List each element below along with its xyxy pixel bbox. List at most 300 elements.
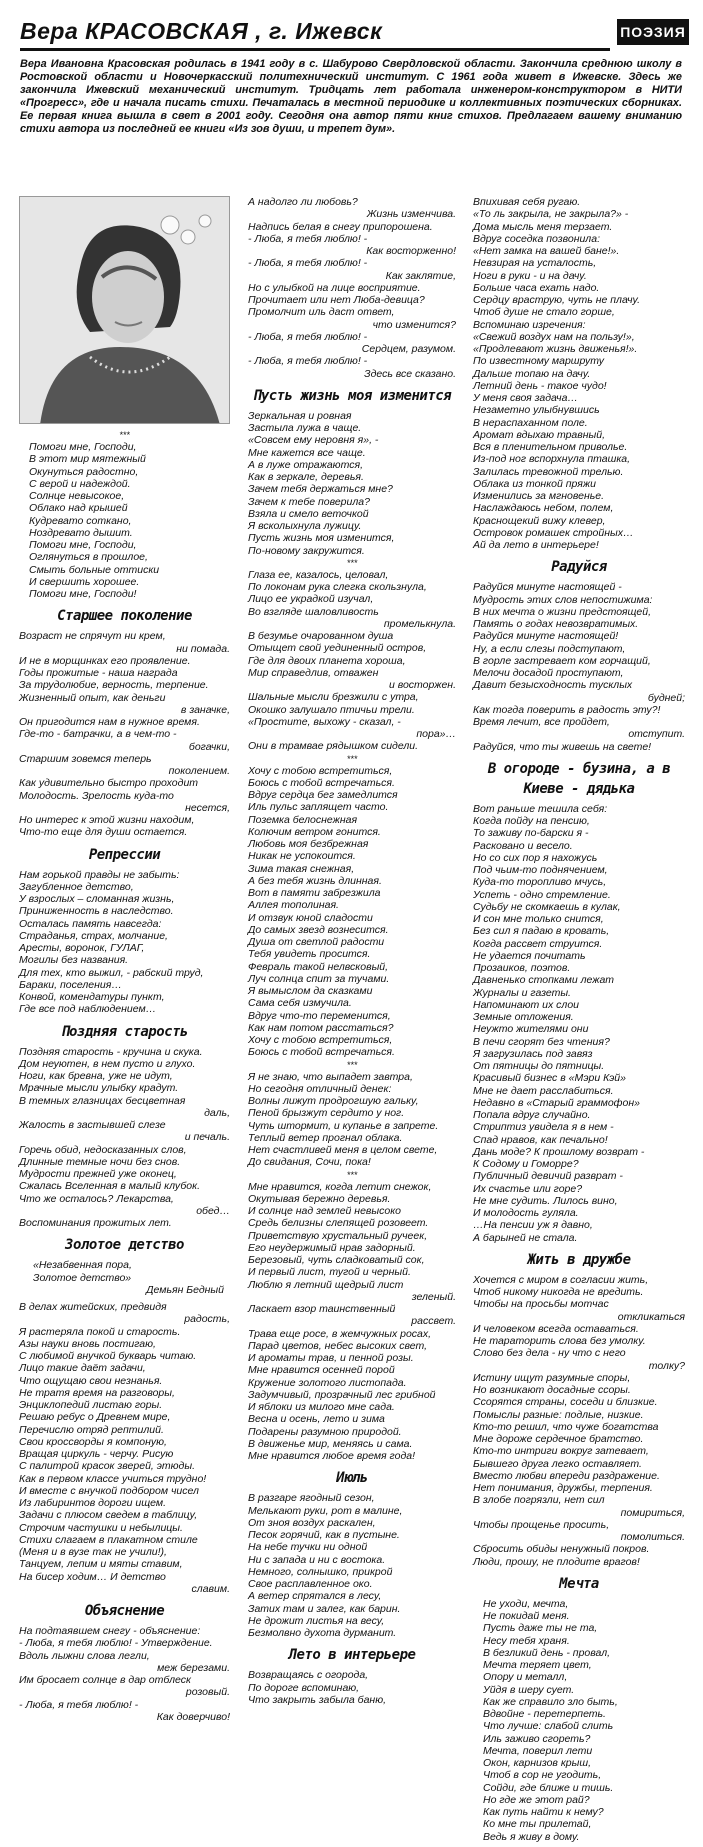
poem-line: Аромат вдыхаю травный,	[473, 428, 605, 441]
poem-line: обед…	[196, 1204, 230, 1217]
poem-line: В темных глазницах бесцветная	[19, 1094, 186, 1107]
column-3	[473, 196, 685, 1843]
poem-line: Память о годах невозвратимых.	[473, 618, 639, 630]
poem-line: И солнце над землей невысоко	[248, 1205, 401, 1217]
poem-line: А надолго ли любовь?	[248, 196, 358, 208]
poem-line: Ни с запада и ни с востока.	[248, 1553, 386, 1566]
poem-line: «То ль закрыла, не закрыла?» -	[473, 208, 629, 221]
poem-line: - Люба, я тебя люблю! -	[19, 1698, 139, 1711]
poem-line: Дань моде? К прошлому возврат -	[473, 1145, 645, 1158]
poem-line: Кто-то интриги вокруг затевает,	[473, 1445, 649, 1458]
poem-line: С любимой внучкой букварь читаю.	[19, 1350, 197, 1362]
poem-line: Прочитает или нет Люба-девица?	[248, 294, 425, 306]
poem-line: Тебя увидеть просится.	[248, 948, 371, 961]
poem-line: Радуйся минуте настоящей!	[473, 630, 619, 643]
poem-line: в заначке,	[180, 703, 230, 716]
poem-line: Как путь найти к нему?	[483, 1806, 604, 1818]
poem-line: Шальные мысли брезжили с утра,	[248, 691, 419, 704]
poem-line: толку?	[648, 1359, 685, 1372]
poem-line: Решаю ребус о Древнем мире,	[19, 1411, 171, 1424]
poem-line: Ай да лето в интерьере!	[473, 539, 599, 551]
poem-line: С палитрой красок зверей, этюды.	[19, 1460, 196, 1473]
poem-line: Как заклятие,	[385, 269, 456, 282]
poem-line: Он пригодится нам в нужное время.	[19, 716, 200, 728]
poem-line: Иль заживо сгореть?	[483, 1732, 591, 1745]
poem-line: «Свежий воздух нам на пользу!»,	[473, 330, 635, 343]
poem-line: Ноги, как бревна, уже не идут,	[19, 1070, 173, 1082]
poem-line: Ноги в руки - и на дачу.	[473, 269, 587, 282]
poem-line: Весна и осень, лето и зима	[248, 1413, 385, 1426]
poem-line: Сжалась Вселенная в малый клубок.	[19, 1180, 200, 1193]
poem-line: - Люба, я тебя люблю! -	[248, 232, 368, 245]
poem-line: Сбросить обиды ненужный покров.	[473, 1543, 650, 1556]
poem-title: Репрессии	[88, 846, 161, 863]
poem-line: Аресты, воронок, ГУЛАГ,	[19, 942, 145, 954]
column-3-text	[473, 196, 685, 1843]
poem-line: Кружение золотого листопада.	[248, 1376, 407, 1389]
title-underline	[20, 48, 610, 51]
poem-line: Вот в памяти забрезжила	[248, 887, 381, 899]
poem-line: Подарены разумною природой.	[248, 1425, 402, 1438]
poem-line: помириться,	[620, 1506, 685, 1519]
poem-line: В делах житейских, предвидя	[19, 1301, 167, 1313]
stanza-separator: ***	[346, 557, 358, 568]
poem-line: По локонам рука слегка скользнула,	[248, 581, 427, 593]
poem-line: Что же осталось? Лекарства,	[19, 1192, 174, 1205]
poem-line: Не дрожит листья на весу,	[248, 1614, 385, 1627]
poem-line: Под чьим-то поднячением,	[473, 864, 608, 876]
column-1	[19, 196, 230, 1723]
poem-title: Радуйся	[551, 559, 607, 576]
poem-line: «Совсем ему неровня я», -	[248, 434, 379, 447]
poem-line: Трава еще росе, в жемчужных росах,	[248, 1327, 432, 1340]
poem-line: Смыть больные оттиски	[29, 563, 160, 576]
poem-title: Жить в дружбе	[527, 1251, 631, 1268]
poem-line: Вот раньше тешила себя:	[473, 802, 608, 815]
poem-line: Строчим частушки и небылицы.	[19, 1521, 183, 1534]
poem-line: Чуть штормит, и купанье в запрете.	[248, 1119, 439, 1132]
poem-line: Душа от светлой радости	[248, 936, 385, 948]
poem-line: Средь белизны слепящей розовеет.	[248, 1217, 429, 1230]
poem-line: Как тогда поверить в радость эту?!	[473, 703, 661, 716]
epigraph-line: Золотое детство»	[33, 1271, 132, 1284]
poem-line: Глаза ее, казалось, целовал,	[248, 568, 389, 581]
poem-line: Мудрость этих слов непостижима:	[473, 593, 653, 606]
poem-line: Поздняя старость - кручина и скука.	[19, 1045, 203, 1058]
poem-line: Окошко залушало птичьи трели.	[248, 703, 415, 716]
poem-line: Изменились за мгновенье.	[473, 490, 605, 502]
poem-line: Стихи слагаем в плакатном стиле	[19, 1533, 198, 1546]
poem-line: Пусть жизнь моя изменится,	[248, 532, 395, 545]
author-title: Вера КРАСОВСКАЯ , г. Ижевск	[20, 18, 383, 44]
poem-line: А ветер спрятался в лесу,	[248, 1590, 382, 1603]
poem-line: Но интерес к этой жизни находим,	[19, 814, 195, 826]
poem-line: Загубленное детство,	[19, 880, 134, 893]
poem-line: Как в зеркале, деревья.	[248, 471, 364, 483]
poem-line: Давненько стопками лежат	[473, 974, 615, 987]
poem-line: Где-то - батрачки, а в чем-то -	[19, 728, 177, 741]
poem-line: Поземка белоснежная	[248, 813, 358, 826]
poem-line: Уйдя в шеру сует.	[483, 1683, 575, 1696]
poem-line: То заживу по-барски я -	[473, 827, 589, 840]
poem-line: И ароматы трав, и пенной розы.	[248, 1352, 414, 1364]
poem-line: Вдруг сердца бег замедлится	[248, 789, 398, 801]
poem-line: Затих там и залег, как барин.	[248, 1602, 401, 1615]
poem-line: Зима такая снежная,	[248, 862, 355, 875]
poem-line: Но с улыбкой на лице восприятие.	[248, 281, 421, 294]
poem-line: Свое расплавленное око.	[248, 1578, 373, 1590]
poem-line: Мрачные мысли улыбку крадут.	[19, 1082, 179, 1095]
poem-line: И первый лист, тугой и черный.	[248, 1266, 411, 1279]
poem-line: Незаметно улыбнувшись	[473, 404, 600, 417]
poem-line: Сердцу враструю, чуть не плачу.	[473, 294, 641, 306]
poem-line: и восторжен.	[388, 679, 456, 691]
poem-line: Зеркальная и ровная	[248, 409, 352, 422]
poem-line: Наслаждаюсь небом, полем,	[473, 502, 614, 515]
poem-line: Не удается почитать	[473, 949, 586, 962]
poem-line: Но со сих пор я нахожусь	[473, 851, 598, 864]
poem-line: Краснощекий вижу клевер,	[473, 514, 606, 527]
poem-line: Аллея тополиная.	[248, 899, 339, 912]
poem-line: Вдруг соседка позвонила:	[473, 232, 600, 245]
poem-line: Во взгляде шаловливость	[248, 605, 379, 618]
poem-line: Солнце невысокое,	[29, 490, 125, 502]
poem-title: Золотое детство	[65, 1237, 184, 1254]
poem-line: меж березами.	[157, 1661, 230, 1674]
stanza-separator: ***	[346, 753, 358, 764]
poem-line: Для тех, кто выжил, - рабский труд,	[19, 966, 204, 979]
poem-line: Как в первом классе учиться трудно!	[19, 1472, 207, 1485]
poem-line: Как восторженно!	[366, 245, 456, 257]
stanza-separator: ***	[346, 1169, 358, 1180]
poem-line: Лицо ее украдкой изучал,	[248, 593, 374, 606]
poem-line: Я всколыхнула лужицу.	[248, 520, 362, 532]
poem-line: славим.	[191, 1582, 230, 1595]
poem-line: «Нет замка на вашей бане!».	[473, 245, 620, 257]
poem-line: В горле застревает ком горчащий,	[473, 654, 651, 667]
article-header	[14, 14, 688, 52]
poem-line: Чтоб душе не стало горше,	[473, 306, 615, 319]
poem-line: Иль пульс заплящет часто.	[248, 801, 389, 814]
poem-line: Невзирая на усталость,	[473, 257, 597, 270]
poem-line: Мечта теряет цвет,	[483, 1659, 592, 1671]
poem-line: Приниженность в наследство.	[19, 905, 174, 918]
poem-line: Из лабиринтов дороги ищем.	[19, 1497, 167, 1509]
poem-line: Что лучше: слабой слить	[483, 1720, 614, 1733]
stanza-separator: ***	[119, 430, 130, 440]
poem-line: У меня своя задача…	[473, 392, 578, 404]
poem-line: Мне нравится, когда летит снежок,	[248, 1180, 432, 1193]
poem-line: Мечта, поверил лети	[483, 1744, 593, 1757]
poem-line: От зноя воздух раскален,	[248, 1516, 376, 1529]
poem-line: Чтоб в сор не угодить,	[483, 1769, 602, 1782]
poem-line: И человеком всегда оставаться.	[473, 1322, 639, 1335]
poem-line: Боюсь с тобой встречаться.	[248, 1046, 395, 1059]
poem-line: Что-то еще для души остается.	[19, 826, 188, 839]
poem-title: Объяснение	[84, 1603, 165, 1619]
poem-line: И сон мне только снится,	[473, 913, 604, 925]
poem-line: Перечислю отряд рептилий.	[19, 1423, 164, 1436]
poem-line: Нет понимания, дружбы, терпения.	[473, 1482, 653, 1494]
poem-line: Песок горячий, как в пустыне.	[248, 1529, 400, 1541]
poem-line: Ссорятся страны, соседи и близкие.	[473, 1396, 658, 1409]
poem-line: Но возникают досадные ссоры.	[473, 1384, 631, 1396]
poem-line: Возвращаясь с огорода,	[248, 1669, 369, 1682]
poem-line: Мелочи досадой проступают,	[473, 667, 624, 679]
poem-line: - Люба, я тебя люблю! - Утверждение.	[19, 1637, 213, 1650]
poem-line: Расковано и весело.	[473, 839, 573, 852]
poem-line: Судьбу не скомкаешь в кулак,	[473, 900, 621, 913]
poem-line: Промолчит иль даст ответ,	[248, 306, 395, 319]
stanza-separator: ***	[346, 1059, 358, 1070]
poem-line: Свои кроссворды я компоную,	[19, 1435, 167, 1448]
poem-line: Куда-то торопливо мчусь,	[473, 876, 607, 889]
poem-line: Не тратя время на разговоры,	[19, 1386, 175, 1399]
author-photo	[19, 196, 230, 424]
poem-line: В печи сгорят без чтения?	[473, 1035, 610, 1048]
poem-line: От пятницы до пятницы.	[473, 1060, 605, 1072]
author-bio: Вера Ивановна Красовская родилась в 1941 году в с. Шабурово Свердловской области. Закончила среднюю школу в Ростовской области и Новочеркасский политехнический институт. С 1961 года живет в Ижевске. Здесь же закончила Ижевский механический институт. Тридцать лет работала инженером-конструктором в НИТИ «Прогресс», где и начала писать стихи. Печаталась в местной периодике и коллективных поэтических сборниках. Ее первая книга вышла в свет в 2001 году. Сегодня она автор пяти книг стихов. Предлагаем вашему вниманию стихи автора из последней ее книги «Из зов души, и трепет дум».	[20, 58, 682, 136]
poem-line: Хочу с тобою встретиться,	[248, 764, 393, 777]
poem-line: Больше часа ехать надо.	[473, 281, 600, 294]
poem-line: Здесь все сказано.	[364, 367, 456, 380]
poem-line: Как же справило зло быть,	[483, 1695, 618, 1708]
poem-line: Недавно в «Старый граммофон»	[473, 1096, 641, 1109]
poem-line: Сама себя измучила.	[248, 997, 352, 1010]
poem-line: Теплый ветер прогнал облака.	[248, 1131, 403, 1144]
poem-line: В движенье мир, меняясь и сама.	[248, 1437, 413, 1450]
poem-line: Дом неуютен, в нем пусто и глухо.	[19, 1057, 196, 1070]
poem-line: Помыслы разные: подлые, низкие.	[473, 1408, 644, 1421]
poem-line: Старшим зовемся теперь	[19, 752, 152, 765]
poem-line: Воспоминания прожитых лет.	[19, 1217, 172, 1229]
poem-line: помолиться.	[620, 1531, 685, 1543]
poem-line: - Люба, я тебя люблю! -	[248, 355, 368, 368]
poem-line: Я не знаю, что выпадет завтра,	[248, 1070, 413, 1083]
poem-line: Пеной брызжут сердито у ног.	[248, 1107, 405, 1120]
poem-line: Боюсь с тобой встречаться.	[248, 776, 395, 789]
poem-line: промелькнула.	[383, 617, 456, 630]
epigraph-author: Демьян Бедный	[146, 1283, 224, 1296]
poem-line: В злобе погрязли, нет сил	[473, 1494, 605, 1507]
poem-line: Его неудержимый нрав задорный.	[248, 1241, 416, 1254]
poem-line: Жалость в застывшей слезе	[19, 1119, 166, 1131]
poem-line: (Меня и в вузе так не учили!),	[19, 1546, 167, 1558]
poem-line: Давит безысходность тусклых	[473, 679, 633, 692]
poem-line: Мудрости прежней уже оконец,	[19, 1168, 177, 1180]
poem-line: Помоги мне, Господи!	[29, 588, 137, 600]
poem-line: зеленый.	[411, 1290, 456, 1303]
poem-line: Им бросает солнце в дар отблеск	[19, 1674, 191, 1686]
poem-line: Где для двоих планета хороша,	[248, 654, 406, 667]
poem-line: Мне кажется все чаще.	[248, 446, 366, 459]
poem-line: В нераспаханном поле.	[473, 416, 588, 429]
poem-line: Но где же этот рай?	[483, 1793, 590, 1806]
poem-line: Чтобы на просьбы мотчас	[473, 1298, 609, 1311]
poem-line: даль,	[204, 1106, 230, 1119]
poem-line: рассвет.	[411, 1315, 456, 1328]
poem-line: Застыла лужа в чаще.	[248, 422, 362, 434]
poem-line: Мне нравится осенней порой	[248, 1364, 395, 1377]
poem-line: Островок ромашек стройных…	[473, 526, 634, 539]
poem-line: Опору и металл,	[483, 1671, 568, 1684]
poem-line: А в луже отражаются,	[248, 458, 363, 471]
poem-line: Как доверчиво!	[156, 1710, 230, 1723]
poem-line: Что ощущаю свои незнанья.	[19, 1374, 163, 1387]
poem-line: Ну, а если слезы подступают,	[473, 642, 626, 655]
poem-title: Старшее поколение	[57, 608, 192, 625]
column-1-text	[19, 430, 230, 1723]
poem-line: Взяла и смело веточкой	[248, 507, 369, 520]
poem-line: Чтоб никому никогда не вредить.	[473, 1286, 644, 1298]
poem-line: Приветствую хрустальный ручеек,	[248, 1229, 428, 1242]
poem-line: Окон, карнизов крыш,	[483, 1757, 591, 1769]
poem-line: Возраст не спрячут ни крем,	[19, 630, 166, 643]
poem-line: Длинные темные ночи без снов.	[19, 1155, 181, 1168]
poem-line: Немного, солнышко, прикрой	[248, 1565, 393, 1578]
poem-line: В разгаре ягодный сезон,	[248, 1492, 375, 1505]
poem-line: Февраль такой нелвсковый,	[248, 960, 389, 973]
poem-line: Энциклопедий листаю горы.	[19, 1399, 163, 1411]
poem-title: Пусть жизнь моя изменится	[252, 387, 452, 404]
poem-line: Без сил я падаю в кровать,	[473, 925, 610, 938]
poem-line: Никак не успокоится.	[248, 850, 356, 863]
poem-line: Вращая циркуль - черчу. Рисую	[19, 1448, 174, 1460]
poem-line: Чтобы прощенье просить,	[473, 1518, 610, 1531]
poem-line: В безумье очарованном душа	[248, 630, 394, 642]
poem-line: Вдвойне - перетерпеть.	[483, 1708, 606, 1720]
poem-line: Ведь я живу в дому.	[483, 1830, 580, 1843]
poem-line: Годы прожитые - наша награда	[19, 667, 178, 679]
poem-line: богачки,	[188, 740, 230, 753]
poem-line: Вместо любви впереди раздражение.	[473, 1469, 660, 1482]
poem-line: Колючим ветром гонится.	[248, 825, 381, 838]
poem-line: Пусть даже ты не та,	[483, 1622, 598, 1635]
section-badge: ПОЭЗИЯ	[617, 19, 689, 45]
poem-line: Оглянуться в прошлое,	[29, 551, 148, 564]
poem-line: И отзвук юной сладости	[248, 911, 373, 924]
column-2	[248, 196, 456, 1706]
poem-line: Помоги мне, Господи,	[29, 441, 137, 453]
poem-line: В них мечта о жизни предстоящей,	[473, 605, 651, 618]
poem-line: А без тебя жизнь длинная.	[248, 874, 382, 887]
poem-line: несется,	[185, 801, 230, 814]
poem-line: Ласкает взор таинственный	[248, 1303, 396, 1315]
poem-line: Успеть - одно стремление.	[473, 888, 611, 901]
poem-line: Березовый, чуть сладковатый сок,	[248, 1254, 425, 1266]
poem-line: Зачем тебя держаться мне?	[248, 483, 393, 496]
poem-line: На подтаявшем снегу - объяснение:	[19, 1625, 201, 1637]
poem-line: Слово без дела - ну что с него	[473, 1347, 626, 1360]
poem-line: Облака из тонкой пряжи	[473, 477, 596, 490]
poem-line: Мир справедлив, отважен	[248, 666, 379, 679]
poem-line: Страданья, страх, молчание,	[19, 929, 168, 942]
poem-line: Сойди, где ближе и тишь.	[483, 1781, 614, 1794]
poem-line: Не покидай меня.	[483, 1610, 570, 1622]
poem-line: Но сегодня отличный денек:	[248, 1082, 392, 1095]
poem-line: Мне дороже сердечное братство.	[473, 1433, 644, 1445]
poem-line: Дома мысль меня терзает.	[473, 220, 613, 233]
poem-line: Задачи с плюсом сведем в таблицу,	[19, 1509, 198, 1522]
poem-line: Ноздревато дышит.	[29, 526, 133, 539]
poem-line: Радуйся, что ты живешь на свете!	[473, 740, 652, 753]
poem-line: Ко мне ты прилетай,	[483, 1818, 592, 1831]
poem-line: Любовь моя безбрежная	[248, 838, 369, 850]
poem-line: Спад нравов, как печально!	[473, 1133, 608, 1146]
poem-line: Сердцем, разумом.	[361, 343, 456, 355]
poem-line: И вместе с внучкой подбором чисел	[19, 1484, 199, 1497]
poem-line: Кто-то решил, что чуже богатства	[473, 1420, 659, 1433]
poem-line: Попала вдруг случайно.	[473, 1109, 591, 1121]
poem-line: Стриптиз увидела я в нем -	[473, 1121, 614, 1134]
poem-line: У взрослых – сломанная жизнь,	[19, 893, 175, 905]
poem-line: ни помада.	[176, 642, 230, 655]
poem-line: В этот мир мятежный	[29, 453, 146, 466]
poem-line: Время лечит, все пройдет,	[473, 716, 610, 728]
poem-line: радость,	[184, 1313, 230, 1326]
poem-line: Лицо такие даёт задачи,	[19, 1362, 146, 1375]
poem-line: - Люба, я тебя люблю! -	[248, 257, 368, 270]
poem-line: Нет счастливей меня в целом свете,	[248, 1144, 438, 1156]
poem-line: По-новому закружится.	[248, 544, 365, 557]
poem-line: Где все под наблюдением…	[19, 1003, 157, 1016]
poem-line: Люди, прошу, не плодите врагов!	[473, 1555, 640, 1568]
poem-line: На бисер ходим… И детство	[19, 1570, 166, 1583]
poem-line: Жизнь изменчива.	[366, 208, 456, 221]
poem-line: За трудолюбие, верность, терпение.	[19, 679, 209, 692]
poem-line: По дороге вспоминаю,	[248, 1681, 360, 1694]
poem-line: …На пенсии уж я давно,	[473, 1219, 593, 1232]
poem-line: Вспоминаю изречения:	[473, 318, 586, 331]
poem-line: Как удивительно быстро проходит	[19, 777, 199, 790]
poem-line: И свершить хорошее.	[29, 575, 140, 588]
poem-line: Горечь обид, недосказанных слов,	[19, 1143, 187, 1156]
poem-line: Вдоль лыжни слова легли,	[19, 1649, 150, 1662]
poem-line: что изменится?	[372, 318, 456, 331]
poem-line: Люблю я летний щедрый лист	[248, 1278, 404, 1291]
poem-line: По известному маршруту	[473, 355, 605, 368]
poem-line: будней;	[647, 691, 685, 704]
poem-line: Зачем к тебе поверила?	[248, 495, 370, 508]
poem-line: Надпись белая в снегу припорошена.	[248, 220, 433, 233]
poem-title: Лето в интерьере	[288, 1647, 416, 1664]
poem-line: И не в морщинках его проявление.	[19, 654, 191, 667]
poem-line: Я загрузилась под завяз	[473, 1047, 593, 1060]
poem-line: Истину ищут разумные споры,	[473, 1371, 631, 1384]
epigraph-line: «Незабвенная пора,	[33, 1259, 132, 1272]
poem-line: В безликий день - провал,	[483, 1646, 611, 1659]
poem-line: Кудревато соткано,	[29, 514, 132, 527]
poem-line: Я растеряла покой и старость.	[19, 1325, 181, 1338]
poem-line: откликаться	[617, 1310, 685, 1323]
poem-line: Вдруг что-то переменится,	[248, 1009, 391, 1022]
poem-line: Я вымыслом да сказками	[248, 985, 373, 997]
poem-line: Как нам потом расстаться?	[248, 1021, 394, 1034]
poem-line: Помоги мне, Господи,	[29, 539, 137, 551]
poem-line: Облако над крышей	[29, 502, 128, 515]
poem-line: - Люба, я тебя люблю! -	[248, 330, 368, 343]
poem-line: Мелькают руки, рот в малине,	[248, 1504, 403, 1517]
poem-line: Осталась память навсегда:	[19, 917, 162, 930]
poem-title: Мечта	[559, 1575, 599, 1592]
poem-line: Азы науки вновь постигаю,	[19, 1337, 156, 1350]
poem-line: Задумчивый, прозрачный лес грибной	[248, 1388, 436, 1401]
poem-line: Окутывая бережно деревья.	[248, 1192, 391, 1205]
poem-line: Бараки, поселения…	[19, 978, 122, 991]
poem-line: Хочу с тобою встретиться,	[248, 1034, 393, 1046]
poem-line: «Продлевают жизнь движенья!».	[473, 343, 638, 355]
poem-line: розовый.	[185, 1686, 230, 1699]
